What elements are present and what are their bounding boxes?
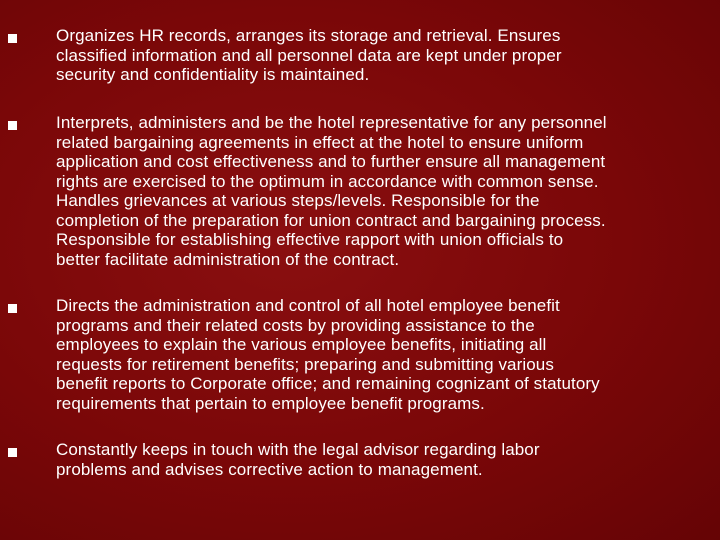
text-line: requirements that pertain to employee benefit programs. (56, 393, 485, 413)
text-line: security and confidentiality is maintained. (56, 65, 370, 84)
text-line: employees to explain the various employee benefits, initiating all (56, 335, 547, 354)
text-line: Constantly keeps in touch with the legal advisor regarding labor (56, 440, 540, 459)
text-line: Organizes HR records, arranges its storage and retrieval. Ensures (56, 26, 561, 45)
text-line: classified information and all personnel data are kept under proper (56, 45, 562, 65)
text-line: completion of the preparation for union contract and bargaining process. (56, 210, 606, 230)
bullet-text (56, 296, 706, 413)
text-line: Responsible for establishing effective rapport with union officials to (56, 230, 564, 249)
text-line: Directs the administration and control of all hotel employee benefit (56, 296, 560, 315)
text-line: programs and their related costs by providing assistance to the (56, 315, 535, 335)
text-line: rights are exercised to the optimum in accordance with common sense. (56, 171, 599, 191)
square-bullet-icon (8, 34, 17, 43)
bullet-text (56, 440, 706, 479)
text-line: Handles grievances at various steps/levels. Responsible for the (56, 191, 540, 210)
text-line: related bargaining agreements in effect at the hotel to ensure uniform (56, 132, 584, 152)
text-line: problems and advises corrective action to management. (56, 459, 483, 479)
text-line: requests for retirement benefits; preparing and submitting various (56, 354, 554, 374)
text-line: Interprets, administers and be the hotel representative for any personnel (56, 113, 607, 132)
bullet-text (56, 113, 706, 269)
square-bullet-icon (8, 304, 17, 313)
square-bullet-icon (8, 448, 17, 457)
text-line: better facilitate administration of the contract. (56, 249, 400, 269)
square-bullet-icon (8, 121, 17, 130)
text-line: benefit reports to Corporate office; and remaining cognizant of statutory (56, 374, 600, 393)
bullet-text (56, 26, 706, 85)
text-line: application and cost effectiveness and to further ensure all management (56, 152, 606, 171)
